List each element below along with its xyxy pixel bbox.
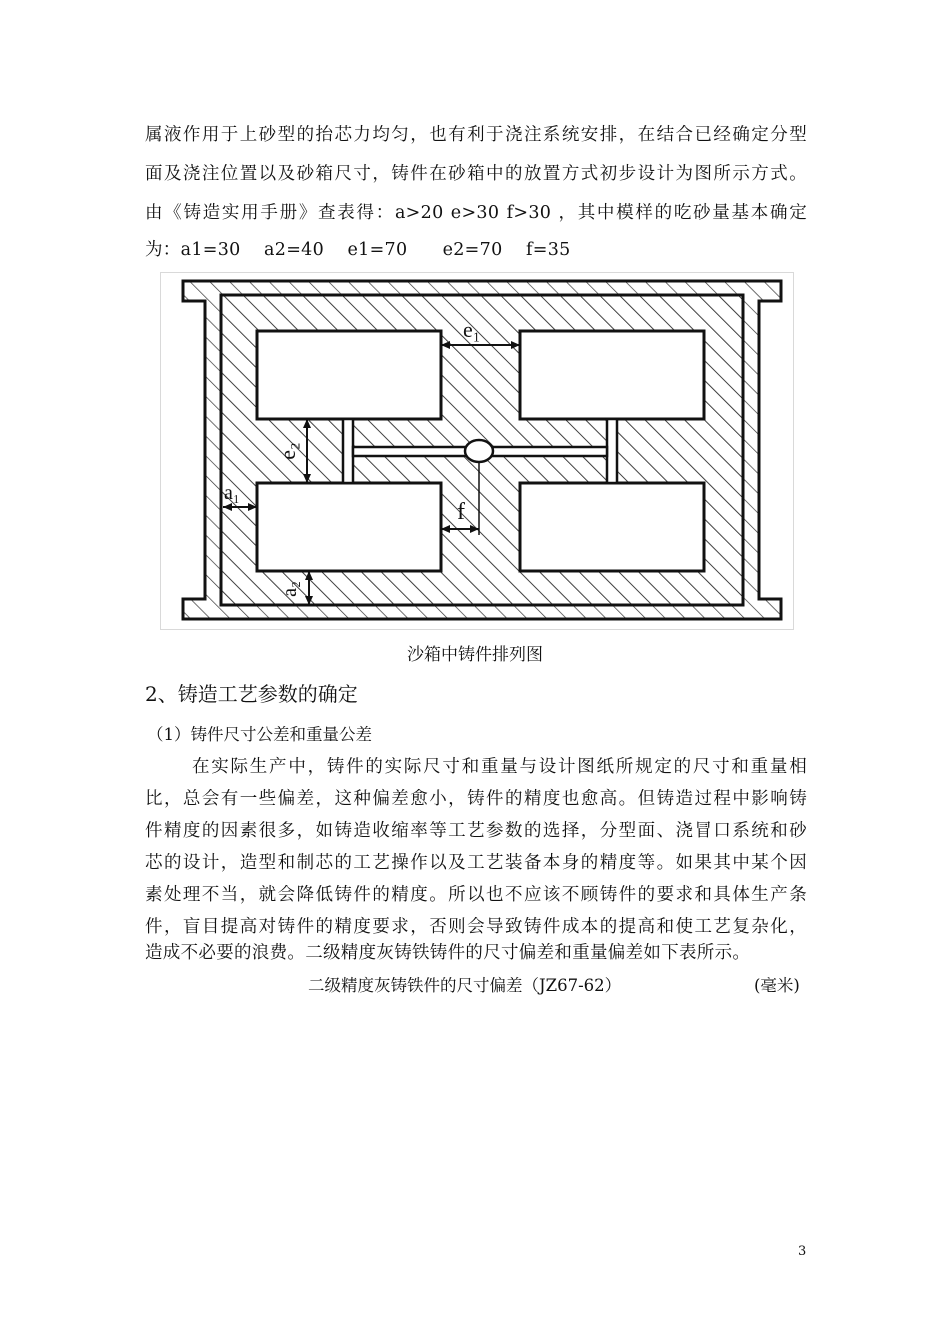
subsection-heading: （1）铸件尺寸公差和重量公差	[147, 725, 372, 744]
paragraph-line: 比，总会有一些偏差，这种偏差愈小，铸件的精度也愈高。但铸造过程中影响铸	[145, 789, 807, 809]
figure-caption: 沙箱中铸件排列图	[407, 645, 543, 665]
paragraph-line: 件，盲目提高对铸件的精度要求，否则会导致铸件成本的提高和使工艺复杂化，	[145, 917, 807, 937]
table-title: 二级精度灰铸铁件的尺寸偏差（JZ67-62）	[308, 976, 622, 995]
flask-layout-diagram	[161, 273, 793, 629]
flask-layout-figure	[160, 272, 794, 630]
casting-top-right	[520, 331, 704, 419]
paragraph-line: 件精度的因素很多，如铸造收缩率等工艺参数的选择，分型面、浇冒口系统和砂	[145, 821, 807, 841]
runner-right-vertical	[607, 419, 617, 483]
sprue	[465, 440, 493, 462]
paragraph-line: 素处理不当，就会降低铸件的精度。所以也不应该不顾铸件的要求和具体生产条	[145, 885, 807, 905]
casting-bottom-left	[257, 483, 441, 571]
paragraph-line: 属液作用于上砂型的抬芯力均匀，也有利于浇注系统安排，在结合已经确定分型	[145, 125, 807, 145]
paragraph-line: 为：a1=30 a2=40 e1=70 e2=70 f=35	[145, 240, 571, 260]
section-heading: 2、铸造工艺参数的确定	[145, 682, 358, 706]
dim-label-a1: a₁	[224, 482, 240, 504]
page-number: 3	[798, 1244, 807, 1259]
casting-top-left	[257, 331, 441, 419]
dim-label-e1: e₁	[463, 317, 481, 342]
dim-label-f: f	[457, 499, 465, 525]
paragraph-line: 在实际生产中，铸件的实际尺寸和重量与设计图纸所规定的尺寸和重量相	[192, 757, 807, 777]
paragraph-line: 由《铸造实用手册》查表得：a>20 e>30 f>30 ，其中模样的吃砂量基本确定	[145, 203, 807, 223]
table-unit: (毫米)	[754, 976, 800, 995]
paragraph-line: 芯的设计，造型和制芯的工艺操作以及工艺装备本身的精度等。如果其中某个因	[145, 853, 807, 873]
runner-left-vertical	[343, 419, 353, 483]
paragraph-line: 造成不必要的浪费。二级精度灰铸铁铸件的尺寸偏差和重量偏差如下表所示。	[145, 943, 751, 963]
paragraph-line: 面及浇注位置以及砂箱尺寸，铸件在砂箱中的放置方式初步设计为图所示方式。	[145, 164, 807, 184]
dim-label-e2: e₂	[275, 442, 300, 460]
casting-bottom-right	[520, 483, 704, 571]
dim-label-a2: a₂	[279, 581, 301, 597]
